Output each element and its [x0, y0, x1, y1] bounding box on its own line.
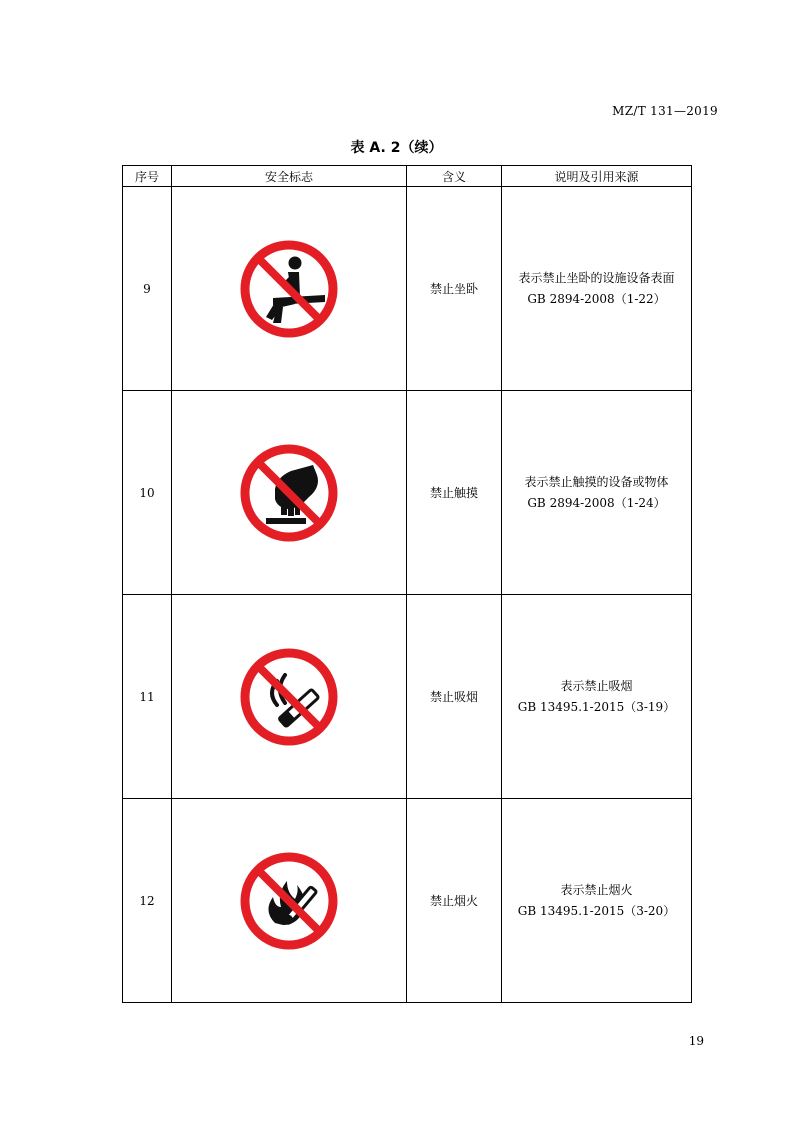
table-title: 表 A. 2（续） [350, 140, 443, 156]
row-meaning: 禁止坐卧 [407, 187, 502, 391]
header-description: 说明及引用来源 [502, 166, 692, 187]
header-sign: 安全标志 [172, 166, 407, 187]
sign-cell [172, 595, 407, 799]
row-description [502, 187, 692, 391]
no-touching-sign-icon [237, 441, 341, 545]
sign-cell [172, 391, 407, 595]
row-meaning: 禁止烟火 [407, 799, 502, 1003]
table-row [123, 187, 692, 391]
table-row [123, 799, 692, 1003]
source-reference: GB 2894-2008（1-22） [527, 291, 666, 306]
header-meaning: 含义 [407, 166, 502, 187]
no-sitting-lying-sign-icon [237, 237, 341, 341]
row-meaning: 禁止吸烟 [407, 595, 502, 799]
sign-cell [172, 187, 407, 391]
no-smoking-sign-icon [237, 645, 341, 749]
standard-code: MZ/T 131—2019 [612, 104, 718, 118]
page-number: 19 [688, 1034, 704, 1048]
description-text: 表示禁止烟火 [560, 882, 633, 897]
header-number: 序号 [123, 166, 172, 187]
row-description [502, 595, 692, 799]
row-description [502, 391, 692, 595]
description-text: 表示禁止触摸的设备或物体 [524, 474, 669, 489]
safety-sign-table [122, 165, 692, 1003]
row-number: 9 [123, 187, 172, 391]
table-row [123, 391, 692, 595]
table-row [123, 595, 692, 799]
row-meaning: 禁止触摸 [407, 391, 502, 595]
no-open-flame-sign-icon [237, 849, 341, 953]
description-text: 表示禁止吸烟 [560, 678, 633, 693]
row-description [502, 799, 692, 1003]
row-number: 12 [123, 799, 172, 1003]
table-header-row [123, 166, 692, 187]
description-text: 表示禁止坐卧的设施设备表面 [518, 270, 675, 285]
source-reference: GB 13495.1-2015（3-19） [517, 699, 676, 714]
row-number: 10 [123, 391, 172, 595]
source-reference: GB 13495.1-2015（3-20） [517, 903, 676, 918]
sign-cell [172, 799, 407, 1003]
row-number: 11 [123, 595, 172, 799]
source-reference: GB 2894-2008（1-24） [527, 495, 666, 510]
